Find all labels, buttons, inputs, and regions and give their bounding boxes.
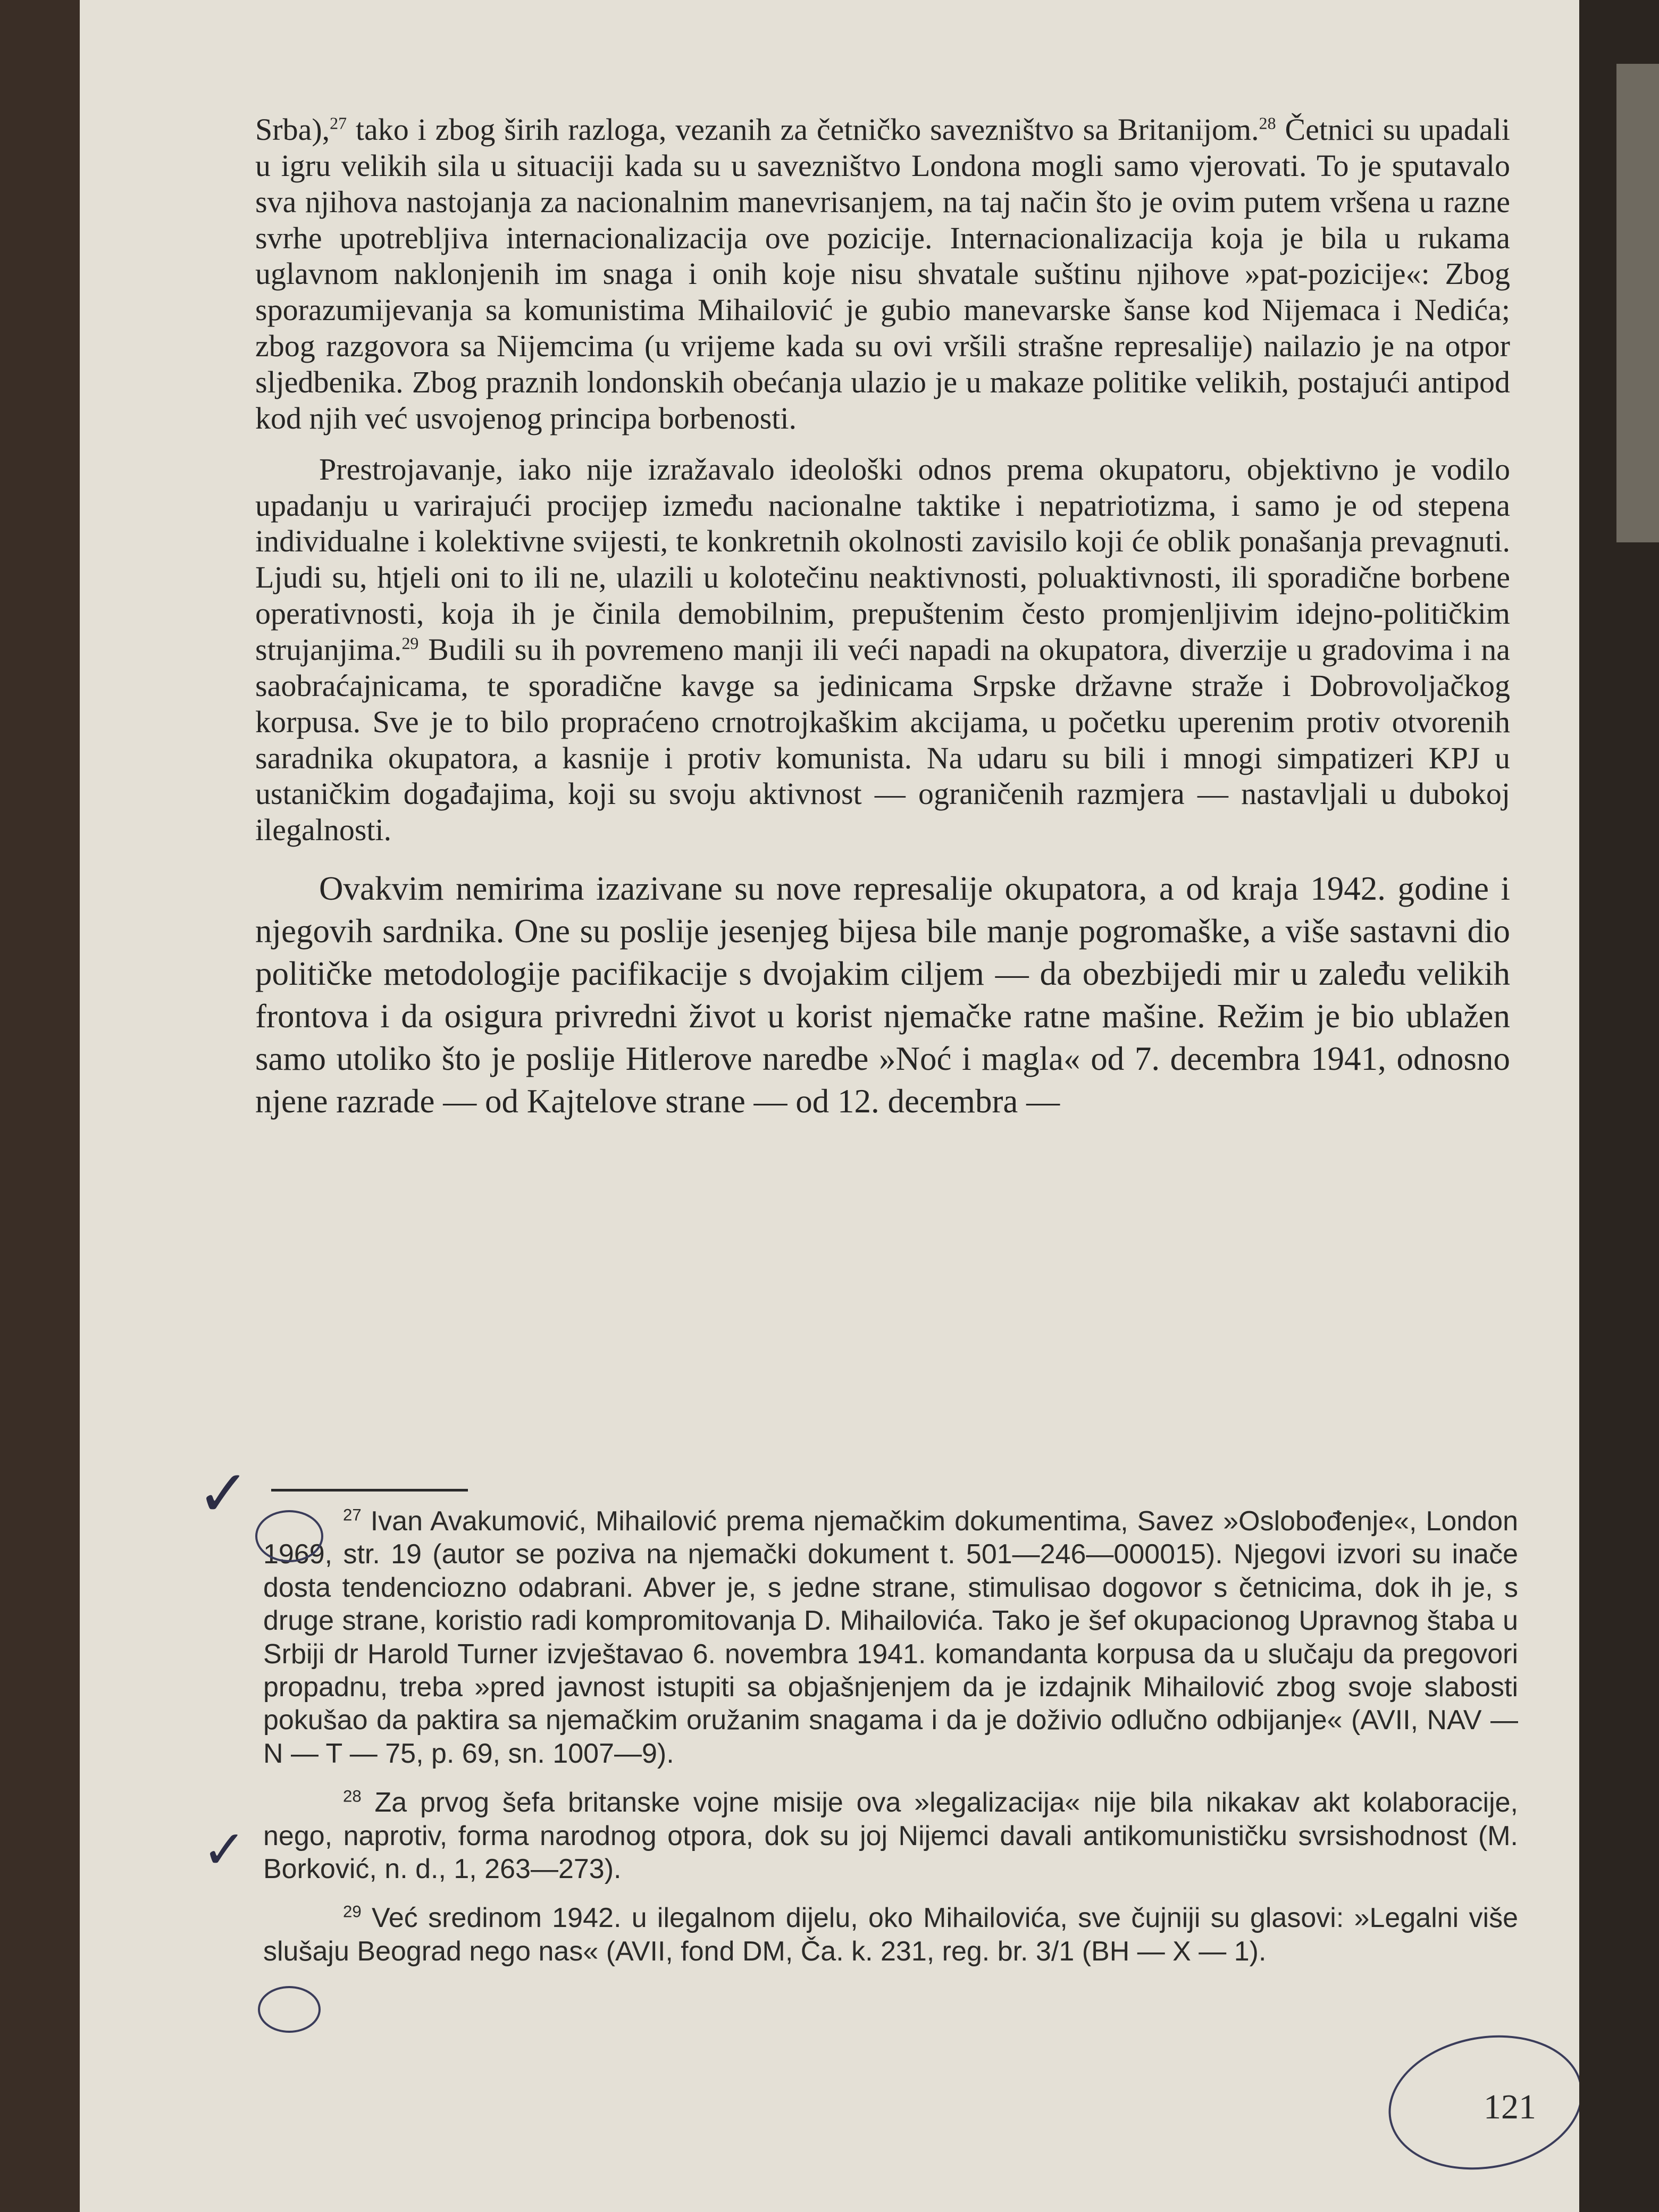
paragraph-2-end: Budili su ih povremeno manji ili veći napadi na okupatora, diverzije u gradovima i na saobraćajnicama, te sporadične kavge sa jedinicama Srpske državne straže i Dobrovoljačkog korpusa. Sve je to bilo propraćeno crnotrojkaškim akcijama, u početku uperenim protiv otvorenih saradnika okupatora, a kasnije i protiv komunista. Na udaru su bili i mnogi simpatizeri KPJ u ustaničkim događajima, koji su svoju aktivnost — ograničenih razmjera — nastavljali u dubokoj ilegalnosti. bbox=[255, 632, 1510, 848]
pen-circle-note-27 bbox=[255, 1510, 323, 1562]
footnote-number: 27 bbox=[343, 1505, 362, 1524]
footnote-28 bbox=[263, 1786, 1518, 1886]
footnote-number: 28 bbox=[343, 1787, 362, 1806]
paragraph-1-mid: tako i zbog širih razloga, vezanih za četničko savezništvo sa Britanijom. bbox=[347, 112, 1259, 147]
footnote-text: Ivan Avakumović, Mihailović prema njemačkim dokumentima, Savez »Oslobođenje«, London 1969, str. 19 (autor se poziva na njemački dokument t. 501—246—000015). Njegovi izvori su inače dosta tendenciozno odabrani. Abver je, s jedne strane, stimulisao dogovor s četnicima, dok ih je, s druge strane, koristio radi kompromitovanja D. Mihailovića. Tako je šef okupacionog Upravnog štaba u Srbiji dr Harold Turner izvještavao 6. novembra 1941. komandanta korpusa da u slučaju da pregovori propadnu, treba »pred javnost istupiti sa objašnjenjem da je izdajnik Mihailović zbog svoje slabosti pokušao da paktira sa njemačkim oružanim snagama i da je doživio odlučno odbijanje« (AVII, NAV — N — T — 75, p. 69, sn. 1007—9). bbox=[263, 1506, 1518, 1769]
paragraph-1-start: Srba), bbox=[255, 112, 330, 147]
footnote-text: Već sredinom 1942. u ilegalnom dijelu, oko Mihailovića, sve čujniji su glasovi: »Legalni više slušaju Beograd nego nas« (AVII, fond DM, Ča. k. 231, reg. br. 3/1 (BH — X — 1). bbox=[263, 1903, 1518, 1967]
pen-circle-note-29 bbox=[258, 1986, 321, 2033]
pen-check-mark: ✓ bbox=[197, 1457, 250, 1531]
paragraph-1-end: Četnici su upadali u igru velikih sila u situaciji kada su u savezništvo Londona mogli samo vjerovati. To je sputavalo sva njihova nastojanja za nacionalnim manevrisanjem, na taj način što je ovim putem vršena u razne svrhe upotrebljiva internacionalizacija ove pozicije. Internacionalizacija koja je bila u rukama uglavnom naklonjenih im snaga i onih koje nisu shvatale suštinu njihove »pat-pozicije«: Zbog sporazumijevanja sa komunistima Mihailović je gubio manevarske šanse kod Nijemaca i Nedića; zbog razgovora sa Nijemcima (u vrijeme kada su ovi vršili strašne represalije) nailazio je na otpor sljedbenika. Zbog praznih londonskih obećanja ulazio je u makaze politike velikih, postajući antipod kod njih već usvojenog principa borbenosti. bbox=[255, 112, 1510, 435]
paragraph-2 bbox=[255, 451, 1510, 848]
footnote-ref-28: 28 bbox=[1259, 114, 1276, 133]
adjacent-page-strip bbox=[1616, 64, 1659, 542]
footnote-ref-29: 29 bbox=[401, 634, 419, 653]
pen-check-mark: ✓ bbox=[202, 1819, 247, 1881]
footnote-text: Za prvog šefa britanske vojne misije ova »legalizacija« nije bila nikakav akt kolaboracije, nego, naprotiv, forma narodnog otpora, dok su joj Nijemci davali antikomunističku svrsishodnost (M. Borković, n. d., 1, 263—273). bbox=[263, 1787, 1518, 1884]
footnote-27 bbox=[263, 1505, 1518, 1770]
pen-circle-page-number bbox=[1378, 2021, 1593, 2184]
footnote-ref-27: 27 bbox=[330, 114, 347, 133]
footnotes bbox=[263, 1505, 1518, 1984]
page-number: 121 bbox=[1484, 2088, 1536, 2126]
paragraph-2-start: Prestrojavanje, iako nije izražavalo ideološki odnos prema okupatoru, objektivno je vodilo upadanju u varirajući procijep između nacionalne taktike i nepatriotizma, i samo je od stepena individualne i kolektivne svijesti, te konkretnih okolnosti zavisilo koji će oblik ponašanja prevagnuti. Ljudi su, htjeli oni to ili ne, ulazili u kolotečinu neaktivnosti, poluaktivnosti, ili sporadične borbene operativnosti, koja ih je činila demobilnim, prepuštenim često promjenljivim idejno-političkim strujanjima. bbox=[255, 451, 1510, 667]
footnote-number: 29 bbox=[343, 1902, 362, 1921]
paragraph-1 bbox=[255, 112, 1510, 437]
book-page bbox=[80, 0, 1659, 2212]
footnote-29 bbox=[263, 1901, 1518, 1968]
paragraph-3: Ovakvim nemirima izazivane su nove represalije okupatora, a od kraja 1942. godine i njegovih sardnika. One su poslije jesenjeg bijesa bile manje pogromaške, a više sastavni dio političke metodologije pacifikacije s dvojakim ciljem — da obezbijedi mir u zaleđu velikih frontova i da osigura privredni život u korist njemačke ratne mašine. Režim je bio ublažen samo utoliko što je poslije Hitlerove naredbe »Noć i magla« od 7. decembra 1941, odnosno njene razrade — od Kajtelove strane — od 12. decembra — bbox=[255, 870, 1510, 1120]
main-text bbox=[255, 112, 1510, 1137]
footnote-divider bbox=[271, 1489, 468, 1492]
